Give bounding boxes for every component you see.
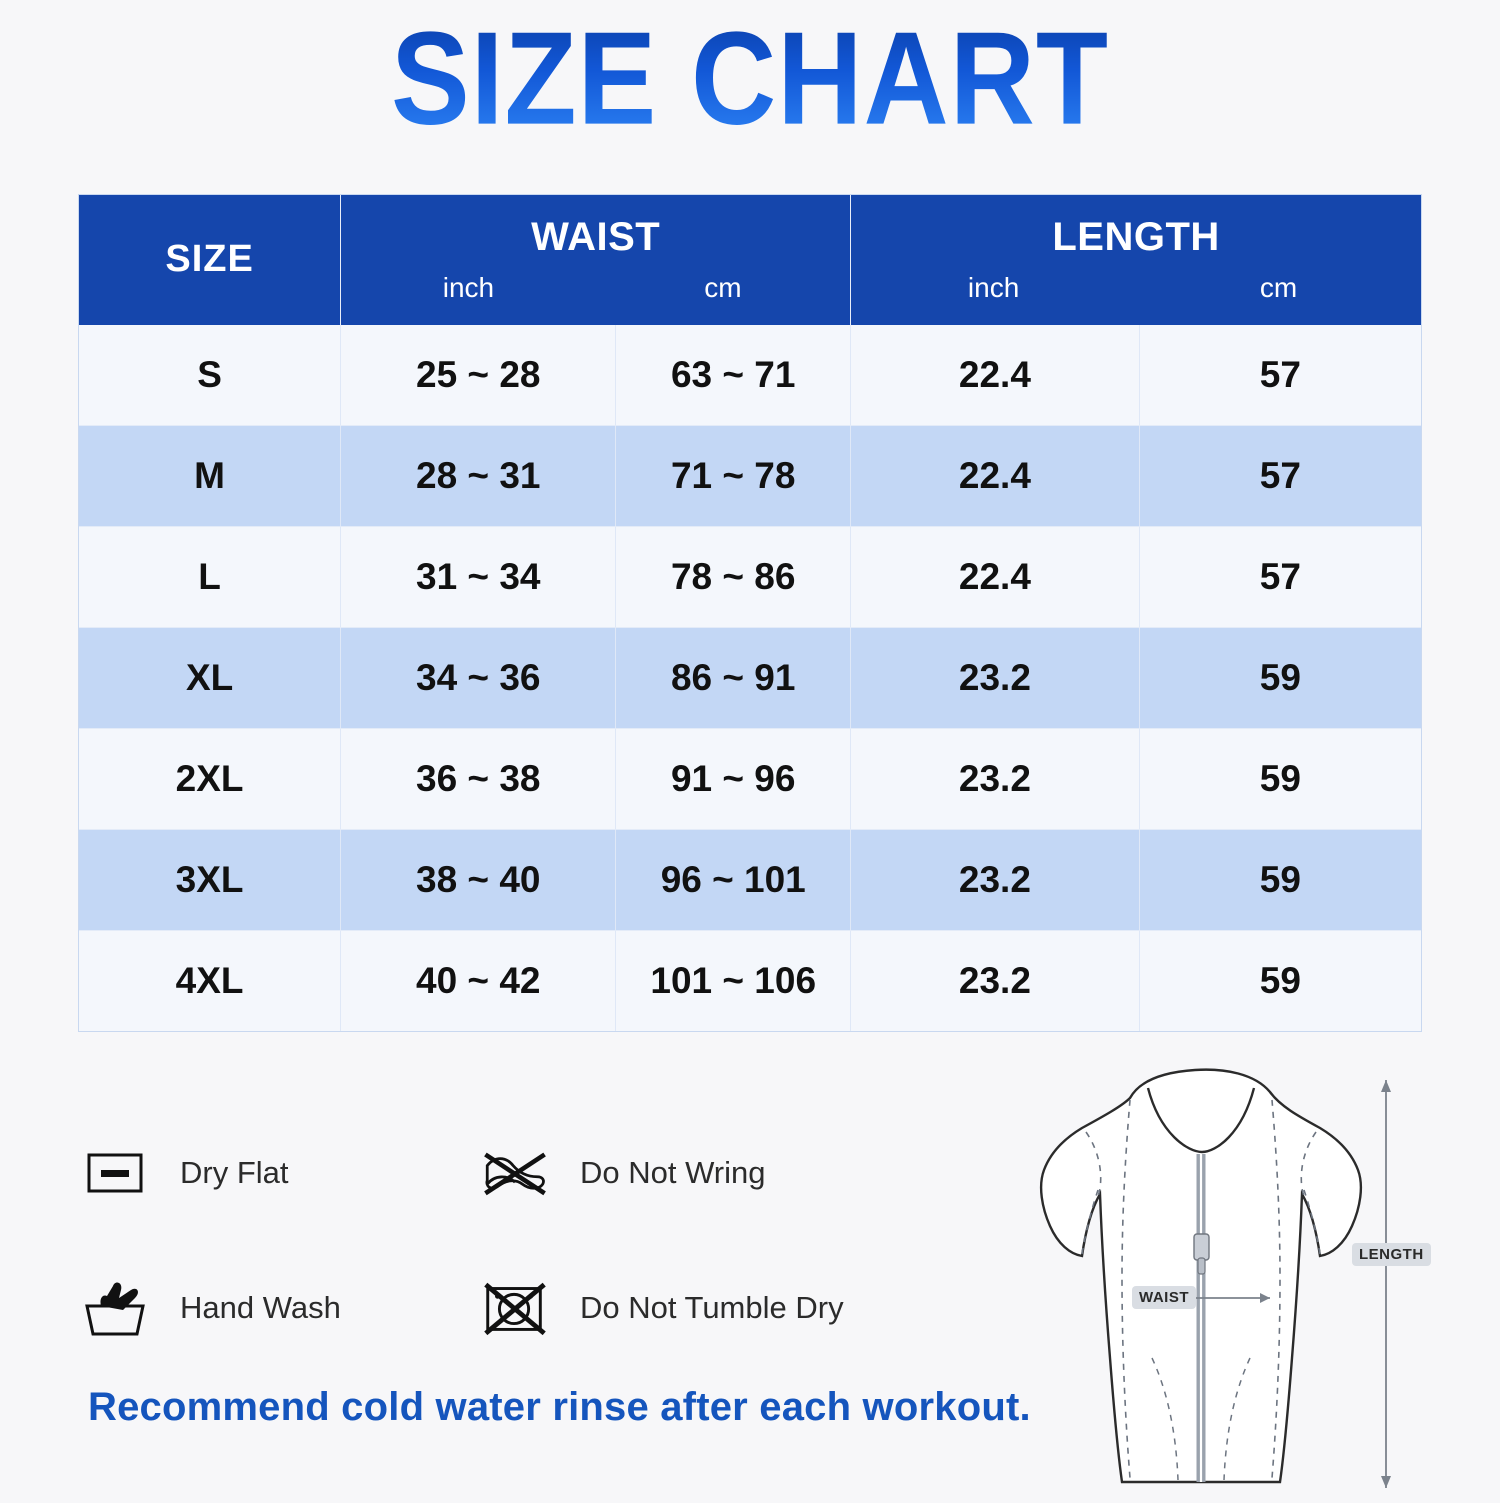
garment-diagram: [980, 1058, 1450, 1498]
column-header-waist-inch: inch: [442, 272, 495, 304]
cell-size: XL: [79, 627, 341, 728]
cell-length-inch: 23.2: [851, 829, 1140, 930]
cell-length-cm: 59: [1139, 728, 1421, 829]
column-header-waist-label: WAIST: [531, 215, 661, 260]
care-item-dry-flat: [78, 1105, 478, 1240]
column-header-length: [851, 195, 1421, 325]
cell-waist-cm: 71 ~ 78: [616, 425, 851, 526]
cell-length-inch: 22.4: [851, 325, 1140, 426]
column-header-length-cm: cm: [1259, 272, 1298, 304]
cell-size: 2XL: [79, 728, 341, 829]
table-header-row: [79, 195, 1421, 325]
care-instructions-section: [78, 1105, 958, 1375]
table-body: [79, 325, 1421, 1031]
recommendation-text: Recommend cold water rinse after each workout.: [88, 1385, 1031, 1429]
table-row: [79, 728, 1421, 829]
cell-length-inch: 23.2: [851, 930, 1140, 1031]
cell-length-cm: 57: [1139, 425, 1421, 526]
page-title: SIZE CHART: [391, 4, 1109, 153]
cell-length-inch: 22.4: [851, 425, 1140, 526]
cell-waist-inch: 38 ~ 40: [341, 829, 616, 930]
column-header-length-label: LENGTH: [1052, 215, 1220, 260]
column-header-waist: [341, 195, 851, 325]
cell-size: 4XL: [79, 930, 341, 1031]
cell-length-cm: 59: [1139, 627, 1421, 728]
cell-length-inch: 23.2: [851, 728, 1140, 829]
do-not-tumble-dry-icon: [478, 1271, 552, 1345]
page-title-container: [0, 0, 1500, 153]
cell-waist-cm: 96 ~ 101: [616, 829, 851, 930]
cell-waist-inch: 28 ~ 31: [341, 425, 616, 526]
hand-wash-icon: [78, 1271, 152, 1345]
care-item-hand-wash: [78, 1240, 478, 1375]
cell-waist-inch: 34 ~ 36: [341, 627, 616, 728]
cell-length-inch: 22.4: [851, 526, 1140, 627]
cell-waist-cm: 101 ~ 106: [616, 930, 851, 1031]
cell-waist-cm: 78 ~ 86: [616, 526, 851, 627]
care-label: Do Not Wring: [580, 1154, 766, 1190]
table-row: [79, 829, 1421, 930]
column-header-waist-cm: cm: [704, 272, 742, 304]
care-label: Do Not Tumble Dry: [580, 1289, 844, 1325]
table-row: [79, 930, 1421, 1031]
length-measure-tag: LENGTH: [1352, 1243, 1431, 1266]
size-chart-table: [79, 195, 1421, 1031]
cell-waist-cm: 86 ~ 91: [616, 627, 851, 728]
cell-length-cm: 57: [1139, 325, 1421, 426]
dry-flat-icon: [78, 1136, 152, 1210]
care-item-do-not-wring: [478, 1105, 878, 1240]
cell-waist-inch: 36 ~ 38: [341, 728, 616, 829]
column-header-size-label: SIZE: [165, 238, 254, 281]
cell-waist-inch: 25 ~ 28: [341, 325, 616, 426]
cell-size: M: [79, 425, 341, 526]
cell-length-cm: 59: [1139, 930, 1421, 1031]
do-not-wring-icon: [478, 1136, 552, 1210]
table-row: [79, 425, 1421, 526]
cell-length-inch: 23.2: [851, 627, 1140, 728]
care-item-do-not-tumble-dry: [478, 1240, 878, 1375]
cell-waist-cm: 63 ~ 71: [616, 325, 851, 426]
column-header-size: [79, 195, 341, 325]
cell-length-cm: 57: [1139, 526, 1421, 627]
table-row: [79, 526, 1421, 627]
cell-waist-inch: 40 ~ 42: [341, 930, 616, 1031]
cell-waist-cm: 91 ~ 96: [616, 728, 851, 829]
column-header-length-inch: inch: [967, 272, 1020, 304]
cell-size: L: [79, 526, 341, 627]
size-chart-table-container: [78, 194, 1422, 1032]
cell-size: S: [79, 325, 341, 426]
cell-length-cm: 59: [1139, 829, 1421, 930]
waist-measure-tag: WAIST: [1132, 1286, 1196, 1309]
table-row: [79, 325, 1421, 426]
cell-size: 3XL: [79, 829, 341, 930]
table-head: [79, 195, 1421, 325]
care-label: Dry Flat: [180, 1154, 289, 1190]
table-row: [79, 627, 1421, 728]
garment-illustration: [980, 1058, 1450, 1498]
cell-waist-inch: 31 ~ 34: [341, 526, 616, 627]
care-label: Hand Wash: [180, 1289, 341, 1325]
